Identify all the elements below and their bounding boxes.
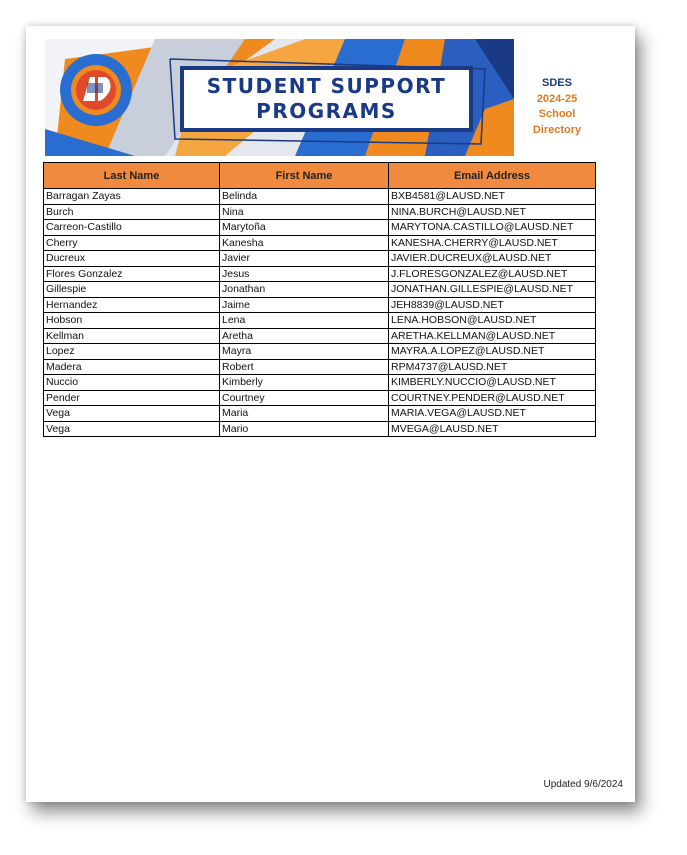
last-name-cell: Ducreux bbox=[44, 251, 220, 267]
last-name-cell: Carreon-Castillo bbox=[44, 220, 220, 236]
table-row bbox=[44, 375, 596, 391]
first-name-cell: Mario bbox=[220, 421, 389, 437]
table-header-row bbox=[44, 163, 596, 189]
email-cell: NINA.BURCH@LAUSD.NET bbox=[389, 204, 596, 220]
last-name-cell: Hernandez bbox=[44, 297, 220, 313]
email-cell: KANESHA.CHERRY@LAUSD.NET bbox=[389, 235, 596, 251]
first-name-cell: Jaime bbox=[220, 297, 389, 313]
table-body bbox=[44, 189, 596, 437]
email-cell: RPM4737@LAUSD.NET bbox=[389, 359, 596, 375]
header-email: Email Address bbox=[389, 163, 596, 189]
banner-title-line2: PROGRAMS bbox=[256, 99, 397, 123]
directory-title-year: 2024-25 bbox=[536, 92, 578, 105]
email-cell: MARIA.VEGA@LAUSD.NET bbox=[389, 406, 596, 422]
first-name-cell: Mayra bbox=[220, 344, 389, 360]
lausd-logo bbox=[59, 53, 133, 127]
first-name-cell: Maria bbox=[220, 406, 389, 422]
last-name-cell: Gillespie bbox=[44, 282, 220, 298]
header-banner bbox=[45, 39, 514, 156]
table-row bbox=[44, 251, 596, 267]
last-name-cell: Vega bbox=[44, 406, 220, 422]
table-row bbox=[44, 204, 596, 220]
email-cell: MVEGA@LAUSD.NET bbox=[389, 421, 596, 437]
first-name-cell: Nina bbox=[220, 204, 389, 220]
table-row bbox=[44, 390, 596, 406]
first-name-cell: Kimberly bbox=[220, 375, 389, 391]
email-cell: MARYTONA.CASTILLO@LAUSD.NET bbox=[389, 220, 596, 236]
last-name-cell: Hobson bbox=[44, 313, 220, 329]
last-name-cell: Kellman bbox=[44, 328, 220, 344]
last-name-cell: Nuccio bbox=[44, 375, 220, 391]
first-name-cell: Marytoña bbox=[220, 220, 389, 236]
directory-title-sdes: SDES bbox=[542, 77, 572, 89]
first-name-cell: Robert bbox=[220, 359, 389, 375]
last-name-cell: Pender bbox=[44, 390, 220, 406]
document-page bbox=[26, 26, 635, 802]
directory-table bbox=[43, 162, 596, 437]
table-row bbox=[44, 421, 596, 437]
header-first-name: First Name bbox=[220, 163, 389, 189]
last-name-cell: Vega bbox=[44, 421, 220, 437]
table-row bbox=[44, 406, 596, 422]
first-name-cell: Jesus bbox=[220, 266, 389, 282]
email-cell: MAYRA.A.LOPEZ@LAUSD.NET bbox=[389, 344, 596, 360]
banner-title-box bbox=[180, 66, 473, 132]
banner-title-line1: STUDENT SUPPORT bbox=[206, 74, 447, 98]
table-row bbox=[44, 266, 596, 282]
table-row bbox=[44, 235, 596, 251]
last-name-cell: Barragan Zayas bbox=[44, 189, 220, 205]
last-name-cell: Flores Gonzalez bbox=[44, 266, 220, 282]
email-cell: JAVIER.DUCREUX@LAUSD.NET bbox=[389, 251, 596, 267]
first-name-cell: Javier bbox=[220, 251, 389, 267]
email-cell: COURTNEY.PENDER@LAUSD.NET bbox=[389, 390, 596, 406]
table-row bbox=[44, 282, 596, 298]
table-row bbox=[44, 189, 596, 205]
first-name-cell: Lena bbox=[220, 313, 389, 329]
header-last-name: Last Name bbox=[44, 163, 220, 189]
email-cell: LENA.HOBSON@LAUSD.NET bbox=[389, 313, 596, 329]
table-row bbox=[44, 313, 596, 329]
email-cell: BXB4581@LAUSD.NET bbox=[389, 189, 596, 205]
first-name-cell: Aretha bbox=[220, 328, 389, 344]
table-row bbox=[44, 220, 596, 236]
directory-title-directory: Directory bbox=[532, 123, 582, 136]
table-row bbox=[44, 297, 596, 313]
email-cell: KIMBERLY.NUCCIO@LAUSD.NET bbox=[389, 375, 596, 391]
directory-title bbox=[526, 76, 588, 138]
last-name-cell: Lopez bbox=[44, 344, 220, 360]
email-cell: JEH8839@LAUSD.NET bbox=[389, 297, 596, 313]
first-name-cell: Kanesha bbox=[220, 235, 389, 251]
updated-date: Updated 9/6/2024 bbox=[543, 779, 623, 790]
directory-title-school: School bbox=[538, 108, 576, 120]
table-row bbox=[44, 344, 596, 360]
first-name-cell: Jonathan bbox=[220, 282, 389, 298]
last-name-cell: Madera bbox=[44, 359, 220, 375]
first-name-cell: Courtney bbox=[220, 390, 389, 406]
last-name-cell: Burch bbox=[44, 204, 220, 220]
table-row bbox=[44, 328, 596, 344]
email-cell: J.FLORESGONZALEZ@LAUSD.NET bbox=[389, 266, 596, 282]
email-cell: ARETHA.KELLMAN@LAUSD.NET bbox=[389, 328, 596, 344]
table-row bbox=[44, 359, 596, 375]
email-cell: JONATHAN.GILLESPIE@LAUSD.NET bbox=[389, 282, 596, 298]
first-name-cell: Belinda bbox=[220, 189, 389, 205]
last-name-cell: Cherry bbox=[44, 235, 220, 251]
